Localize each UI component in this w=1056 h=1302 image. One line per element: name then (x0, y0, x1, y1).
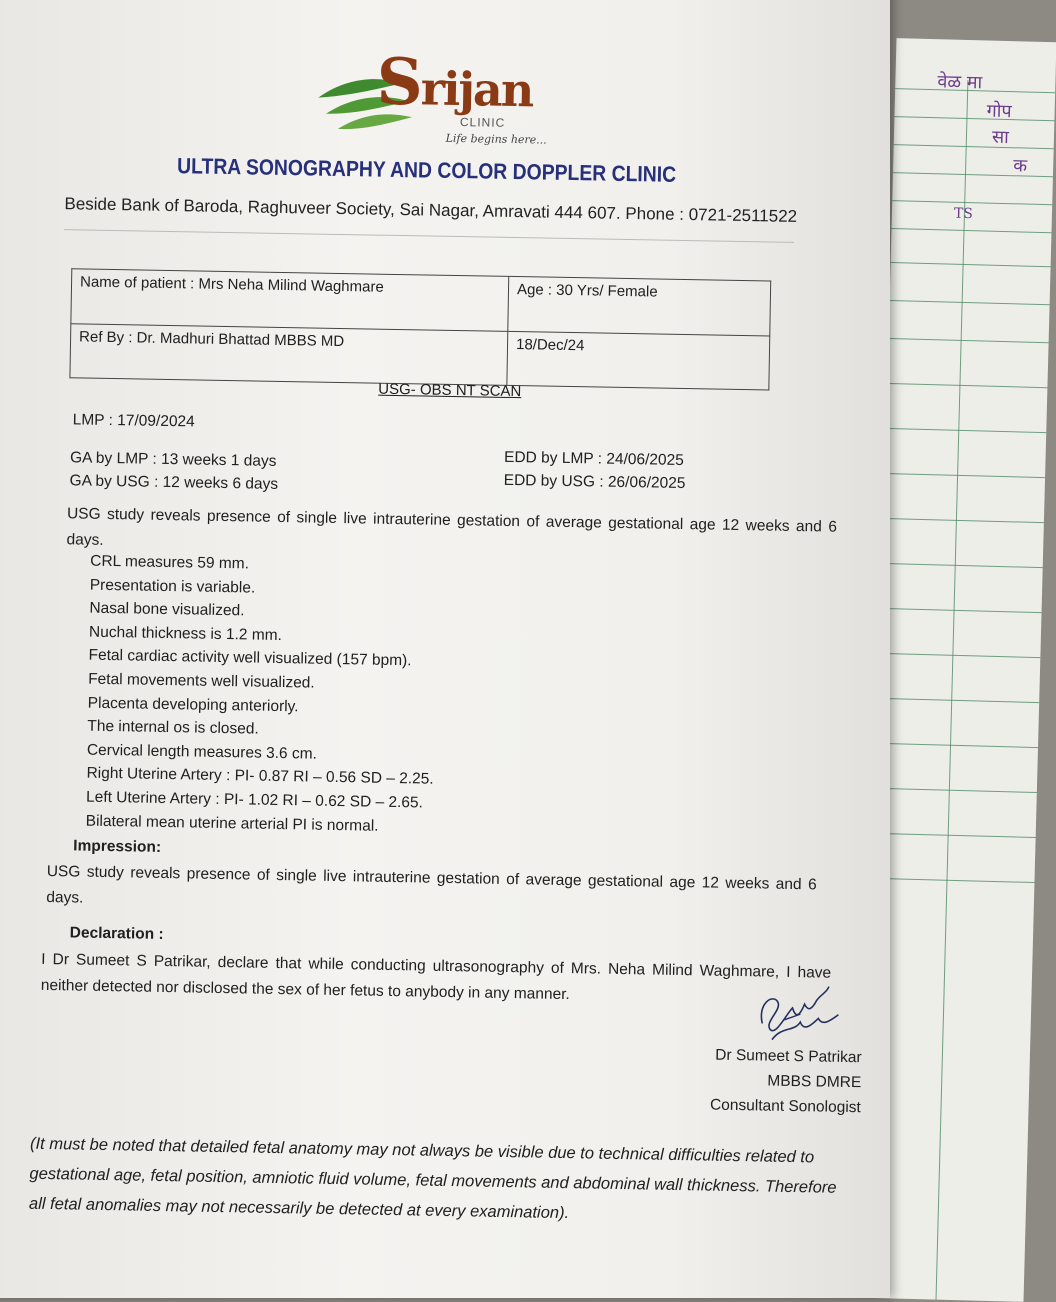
patient-age: Age : 30 Yrs/ Female (508, 276, 771, 335)
ledger-scribble: क (1012, 155, 1028, 177)
edd-by-lmp: EDD by LMP : 24/06/2025 (503, 448, 685, 470)
ga-by-lmp: GA by LMP : 13 weeks 1 days (69, 449, 277, 470)
ga-by-usg: GA by USG : 12 weeks 6 days (69, 472, 279, 493)
finding-item: Fetal cardiac activity well visualized (157 bpm). (88, 647, 412, 670)
ledger-scribble: गोप (986, 100, 1012, 123)
patient-name: Name of patient : Mrs Neha Milind Waghmare (71, 269, 509, 331)
doctor-block (671, 1042, 862, 1120)
study-summary: USG study reveals presence of single live intrauterine gestation of average gestational age 12 weeks and 6 days. (66, 505, 838, 549)
doctor-degree: MBBS DMRE (767, 1072, 862, 1092)
header-divider (64, 229, 794, 243)
findings-list (85, 550, 437, 839)
finding-item: Placenta developing anteriorly. (87, 694, 299, 715)
finding-item: Nasal bone visualized. (89, 599, 245, 620)
report-date: 18/Dec/24 (507, 331, 770, 390)
patient-info-table (69, 268, 771, 390)
clinic-address: Beside Bank of Baroda, Raghuveer Society, Sai Nagar, Amravati 444 607. Phone : 0721-2511522 (64, 194, 798, 226)
finding-item: Right Uterine Artery : PI- 0.87 RI – 0.56 SD – 2.25. (86, 764, 434, 789)
finding-item: Presentation is variable. (89, 576, 256, 597)
finding-item: Nuchal thickness is 1.2 mm. (88, 623, 283, 644)
finding-item: Cervical length measures 3.6 cm. (86, 741, 318, 763)
finding-item: Left Uterine Artery : PI- 1.02 RI – 0.62 SD – 2.65. (85, 788, 424, 812)
lmp-date: LMP : 17/09/2024 (72, 411, 195, 431)
finding-item: Bilateral mean uterine arterial PI is normal. (85, 812, 379, 835)
impression-text: USG study reveals presence of single live intrauterine gestation of average gestational age 12 weeks and 6 days. (46, 862, 817, 907)
ledger-scribble: सा (991, 126, 1010, 149)
doctor-name: Dr Sumeet S Patrikar (715, 1046, 862, 1067)
disclaimer-text: (It must be noted that detailed fetal anatomy may not always be visible due to technical difficulties related to gestational age, fetal position, amniotic fluid volume, fetal movements and abdominal wall thickness. Therefore all fetal anomalies may not necessarily be detected at every examination). (28, 1134, 837, 1223)
finding-item: CRL measures 59 mm. (90, 552, 250, 573)
logo-tagline: Life begins here... (445, 131, 547, 147)
doctor-role: Consultant Sonologist (709, 1096, 861, 1117)
declaration-heading: Declaration : (69, 924, 164, 943)
clinic-title: ULTRA SONOGRAPHY AND COLOR DOPPLER CLINIC (176, 153, 677, 187)
scan-title: USG- OBS NT SCAN (378, 380, 522, 401)
referring-doctor: Ref By : Dr. Madhuri Bhattad MBBS MD (70, 323, 508, 385)
logo-subtitle: CLINIC (459, 115, 506, 130)
edd-by-usg: EDD by USG : 26/06/2025 (503, 471, 686, 493)
impression-heading: Impression: (73, 837, 162, 856)
finding-item: The internal os is closed. (87, 717, 259, 738)
ledger-scribble: TS (953, 205, 974, 223)
logo-wordmark: Srijan (375, 44, 533, 121)
finding-item: Fetal movements well visualized. (88, 670, 315, 692)
ledger-scribble: वेळ मा (937, 71, 983, 94)
declaration-text: I Dr Sumeet S Patrikar, declare that while conducting ultrasonography of Mrs. Neha Milind Waghmare, I have neither detected nor disclosed the sex of her fetus to anybody in any manner. (40, 950, 832, 1004)
